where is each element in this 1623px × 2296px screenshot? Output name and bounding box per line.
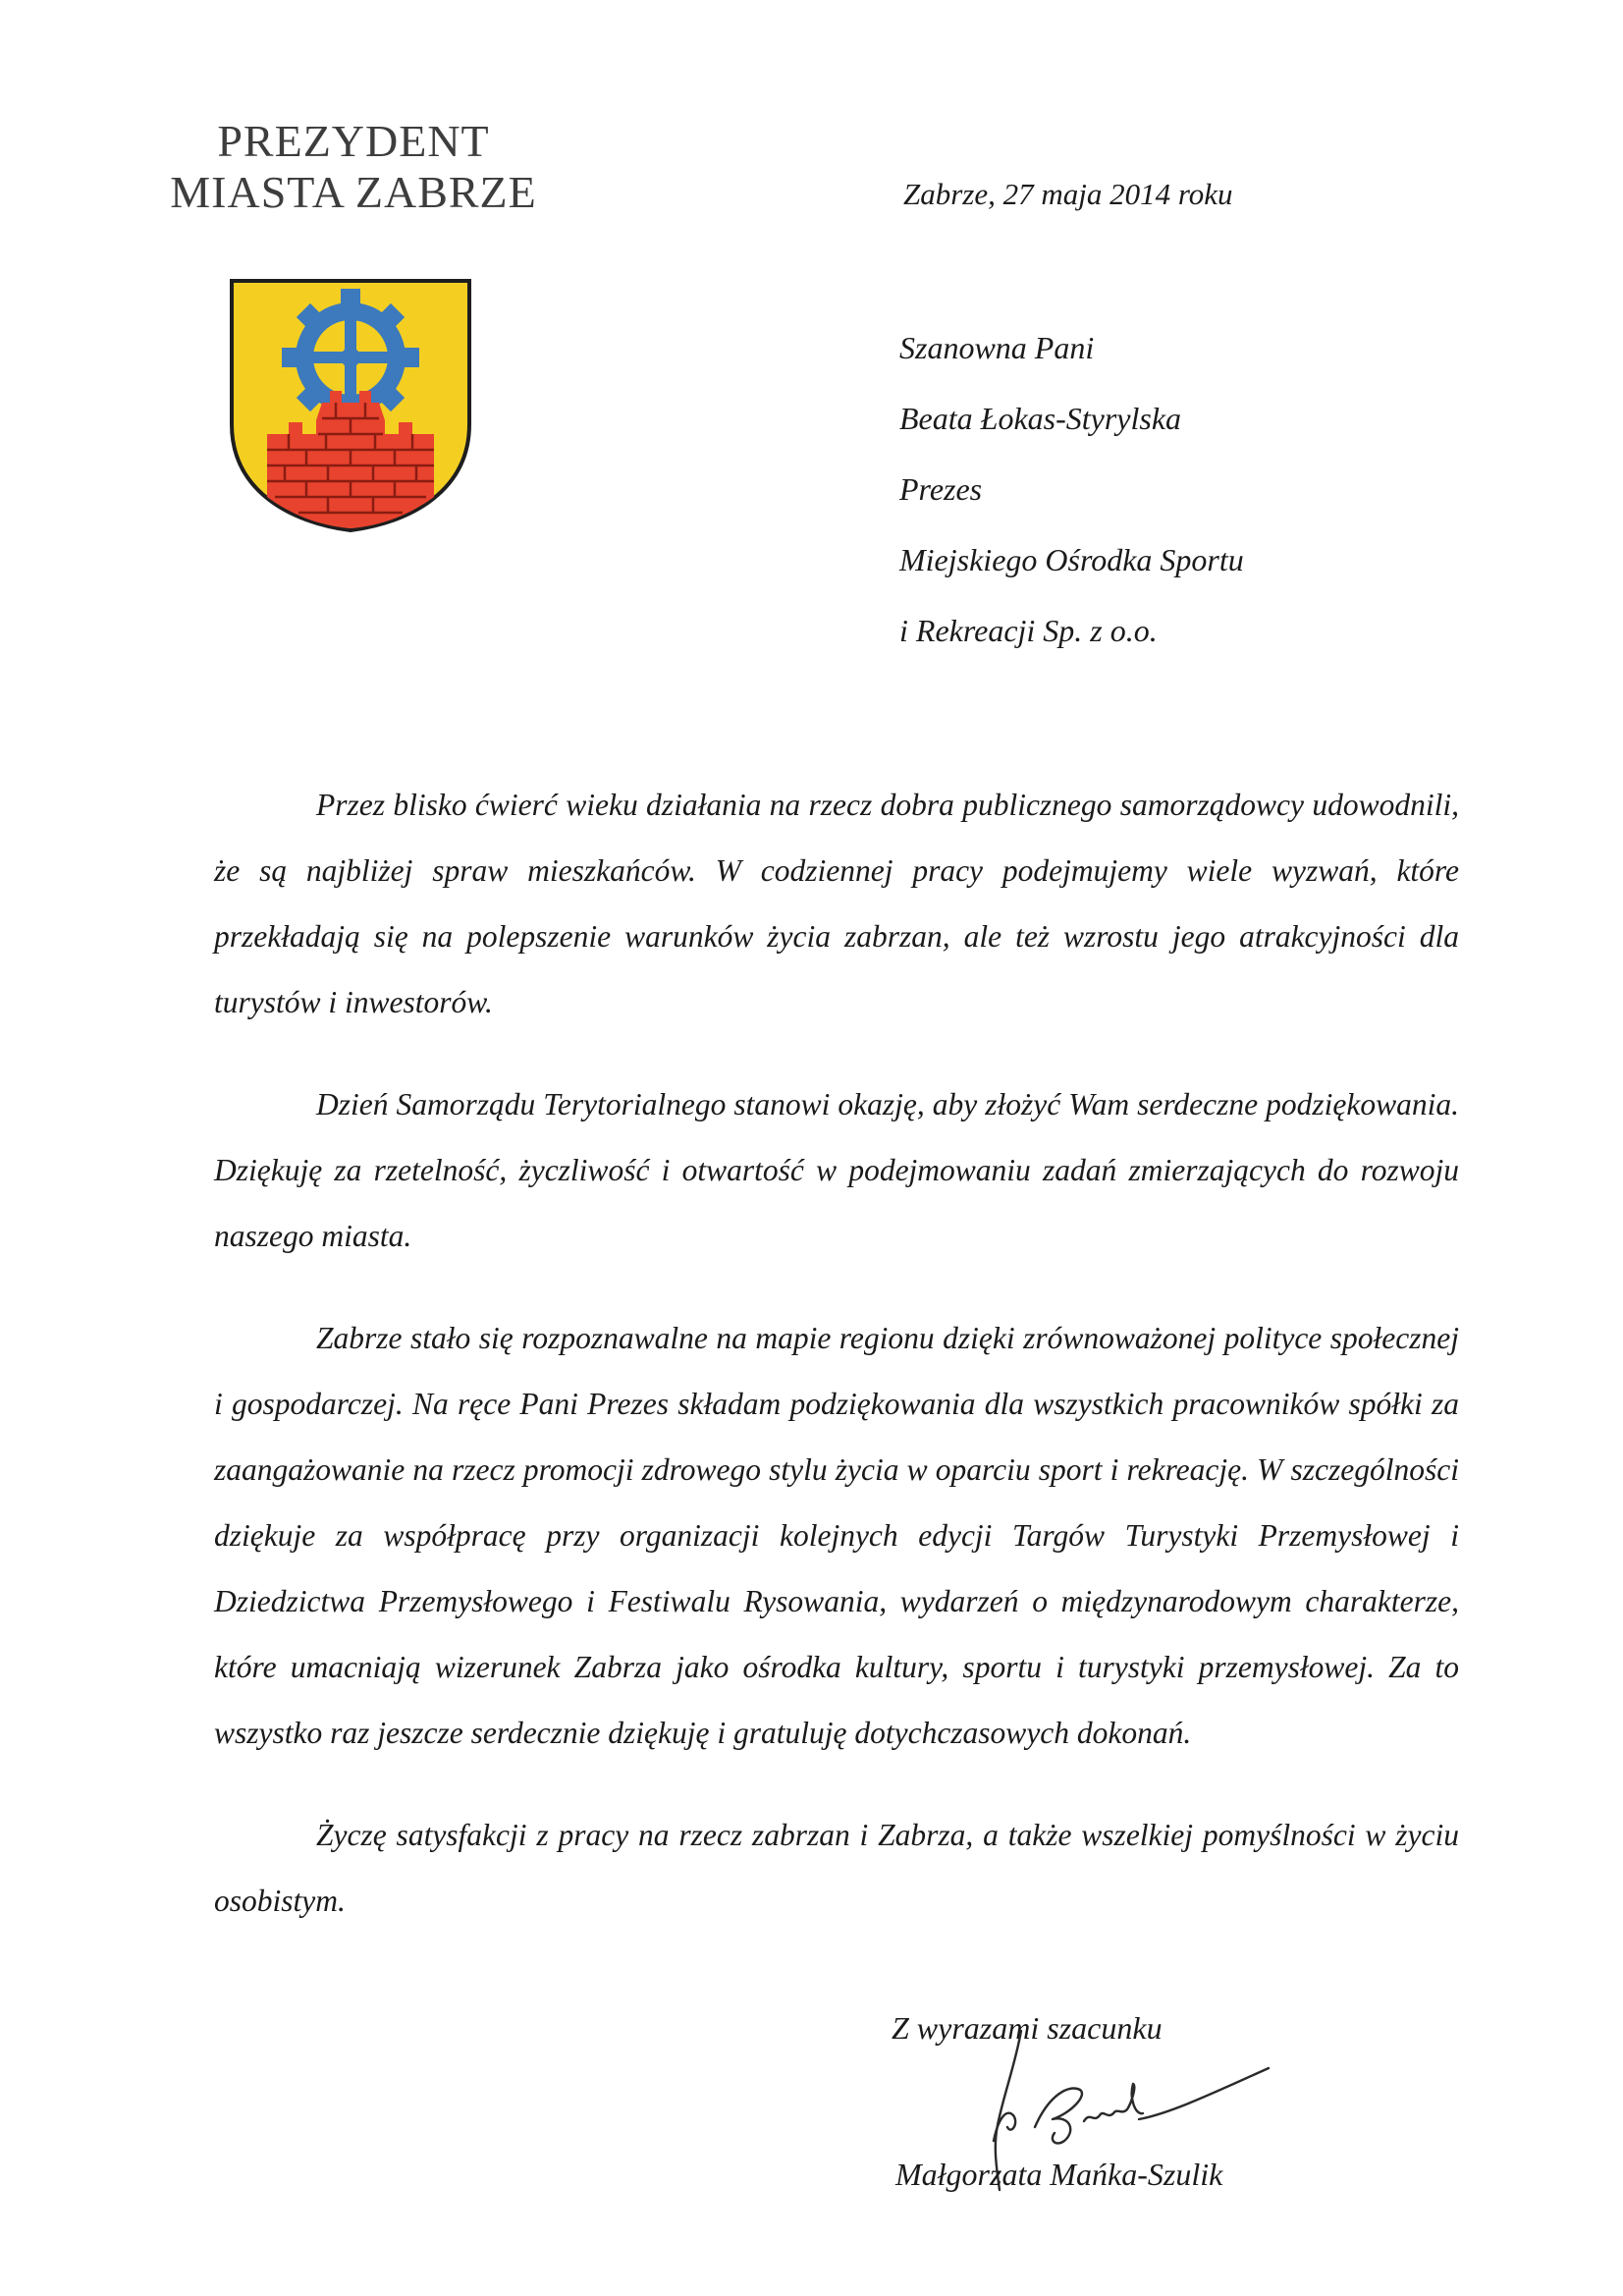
body-paragraph-2: Dzień Samorządu Terytorialnego stanowi okazję, aby złożyć Wam serdeczne podziękowania. Dziękuję za rzetelność, życzliwość i otwartość w podejmowaniu zadań zmierzających do rozwoju naszego miasta.	[214, 1087, 1459, 1253]
body-paragraph-3: Zabrze stało się rozpoznawalne na mapie regionu dzięki zrównoważonej polityce społecznej i gospodarczej. Na ręce Pani Prezes składam podziękowania dla wszystkich pracowników spółki za zaangażowanie na rzecz promocji zdrowego stylu życia w oparciu sport i rekreację. W szczególności dziękuje za współpracę przy organizacji kolejnych edycji Targów Turystyki Przemysłowej i Dziedzictwa Przemysłowego i Festiwalu Rysowania, wydarzeń o międzynarodowym charakterze, które umacniają wizerunek Zabrza jako ośrodka kultury, sportu i turystyki przemysłowej. Za to wszystko raz jeszcze serdecznie dziękuję i gratuluję dotychczasowych dokonań.	[214, 1321, 1459, 1750]
letter-date: Zabrze, 27 maja 2014 roku	[903, 177, 1233, 211]
addressee-organization-line-2: i Rekreacji Sp. z o.o.	[899, 613, 1158, 648]
letterhead	[137, 116, 569, 218]
body-paragraph-4: Życzę satysfakcji z pracy na rzecz zabrzan i Zabrza, a także wszelkiej pomyślności w życiu osobistym.	[214, 1818, 1459, 1918]
addressee-block	[899, 332, 1244, 685]
addressee-salutation: Szanowna Pani	[899, 330, 1095, 365]
signer-name: Małgorzata Mańka-Szulik	[895, 2157, 1223, 2192]
addressee-name: Beata Łokas-Styrylska	[899, 401, 1182, 436]
letterhead-line-2: MIASTA ZABRZE	[170, 167, 537, 217]
closing-phrase: Z wyrazami szacunku	[892, 2010, 1163, 2046]
letter-body	[214, 772, 1459, 1970]
addressee-position: Prezes	[899, 471, 983, 507]
letterhead-line-1: PREZYDENT	[217, 116, 490, 166]
addressee-organization-line-1: Miejskiego Ośrodka Sportu	[899, 542, 1244, 577]
body-paragraph-1: Przez blisko ćwierć wieku działania na rzecz dobra publicznego samorządowcy udowodnili, że są najbliżej spraw mieszkańców. W codziennej pracy podejmujemy wiele wyzwań, które przekładają się na polepszenie warunków życia zabrzan, ale też wzrostu jego atrakcyjności dla turystów i inwestorów.	[214, 788, 1459, 1019]
zabrze-coat-of-arms-icon	[228, 277, 473, 532]
